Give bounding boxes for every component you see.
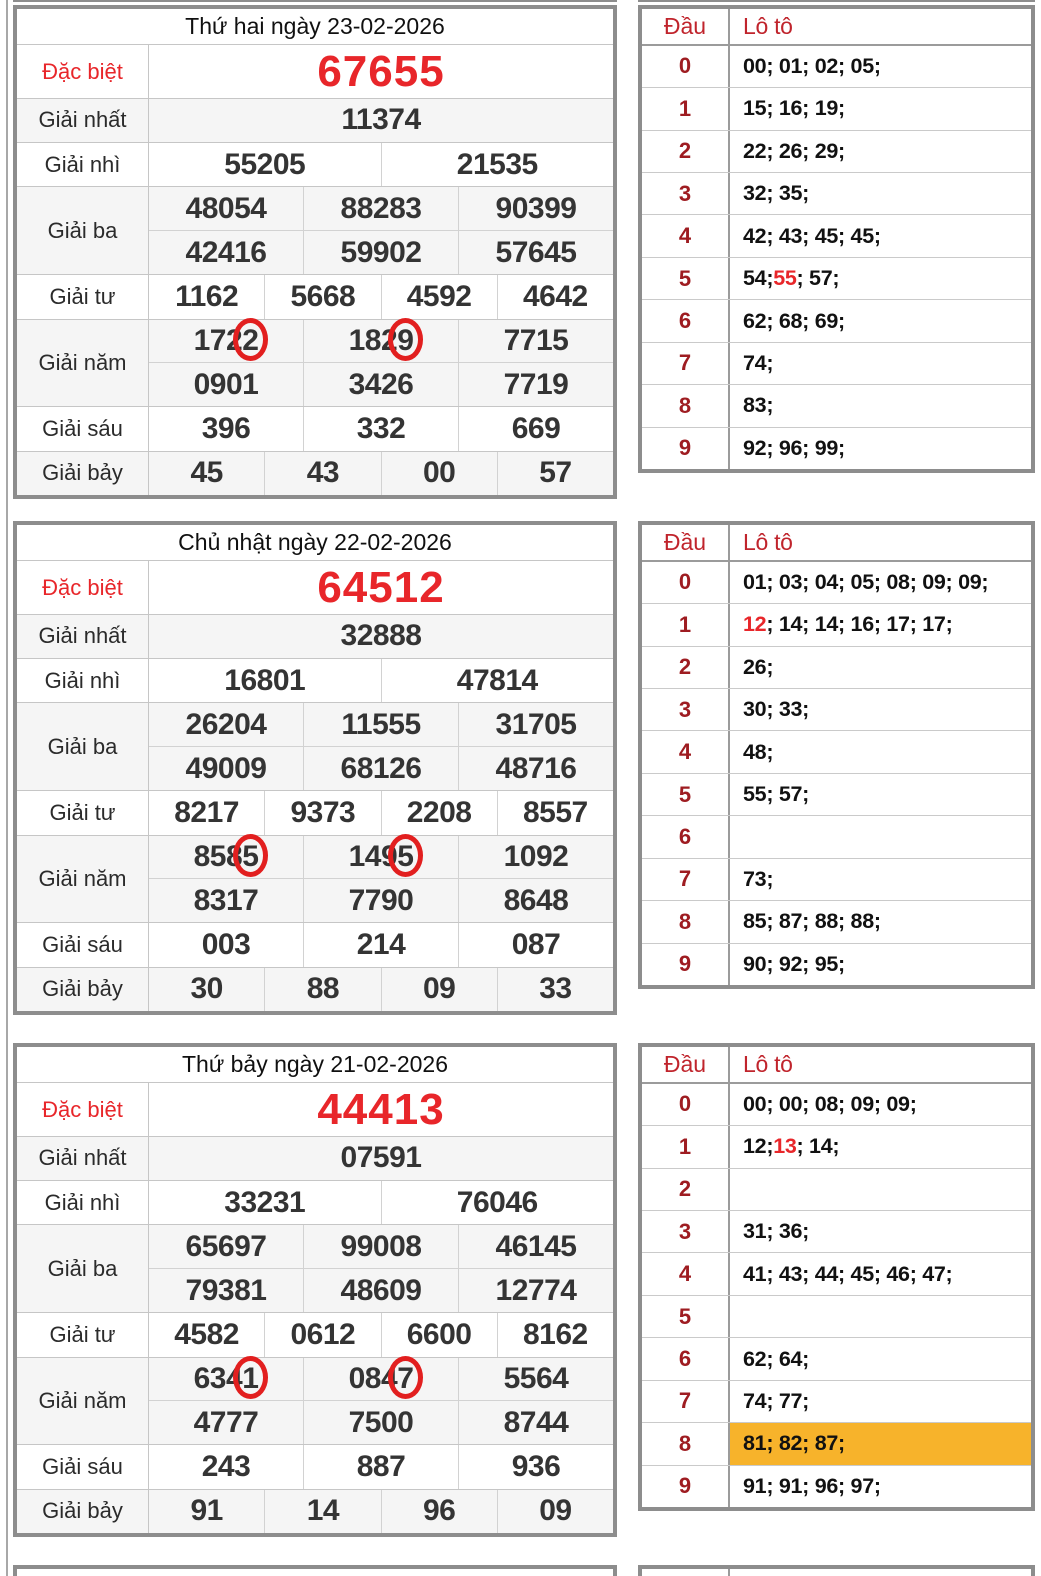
loto-header-row <box>642 525 1031 562</box>
loto-row <box>642 603 1031 645</box>
loto-values: 85; 87; 88; 88; <box>743 909 881 934</box>
prize-row-giai-tu <box>17 274 613 318</box>
loto-values: 91; 91; 96; 97; <box>743 1473 881 1498</box>
prize-value: 172 2 <box>193 323 259 357</box>
prize-label: Giải năm <box>17 836 149 923</box>
prize-value: 14 <box>264 1490 380 1533</box>
loto-row <box>642 562 1031 603</box>
prize-value: 09 <box>497 1490 613 1533</box>
loto-table-2 <box>638 521 1035 989</box>
prize-value: 00 <box>381 452 497 495</box>
loto-digit: 6 <box>642 300 730 341</box>
loto-digit: 7 <box>642 1381 730 1422</box>
prize-row-giai-nam <box>17 1357 613 1445</box>
prize-value: 5564 <box>458 1358 613 1401</box>
loto-values: 30; 33; <box>743 697 810 722</box>
prize-value: 669 <box>458 407 613 450</box>
loto-header: Lô tô <box>743 1050 793 1077</box>
date-title-text: Chủ nhật ngày 22-02-2026 <box>178 529 452 556</box>
loto-values: 26; <box>743 654 774 679</box>
prize-row-giai-sau <box>17 1444 613 1488</box>
prize-value: 91 <box>190 1494 223 1528</box>
prize-value: 4592 <box>381 275 497 318</box>
loto-digit: 0 <box>642 1084 730 1125</box>
prize-value: 57 <box>497 452 613 495</box>
prize-row-giai-bay <box>17 451 613 495</box>
results-table-2 <box>13 521 617 1015</box>
prize-value: 4777 <box>193 1405 259 1439</box>
prize-value: 12774 <box>458 1269 613 1312</box>
circled-digit: 1 <box>242 1361 259 1395</box>
date-title <box>17 1047 613 1082</box>
loto-row <box>642 1465 1031 1507</box>
prize-value: 634 1 <box>193 1361 259 1395</box>
loto-row <box>642 1125 1031 1167</box>
page-edge-line <box>6 0 8 1576</box>
prize-row-dac-biet <box>17 1082 613 1135</box>
prize-row-giai-ba <box>17 186 613 274</box>
loto-row <box>642 172 1031 214</box>
loto-values: 62; 64; <box>743 1346 810 1371</box>
prize-label: Giải nhất <box>17 615 149 658</box>
prize-value: 07591 <box>340 1141 422 1175</box>
special-prize-value: 67655 <box>317 46 445 96</box>
loto-digit: 4 <box>642 731 730 772</box>
loto-values <box>730 1169 1031 1210</box>
prize-label: Giải ba <box>17 1225 149 1312</box>
loto-digit: 9 <box>642 1466 730 1507</box>
prize-value: 31705 <box>458 703 613 746</box>
loto-row <box>642 1422 1031 1464</box>
loto-row <box>642 1168 1031 1210</box>
prize-row-giai-ba <box>17 702 613 790</box>
prize-value: 8317 <box>193 883 259 917</box>
loto-header-row <box>642 1047 1031 1084</box>
loto-digit: 2 <box>642 647 730 688</box>
prize-value: 49009 <box>185 751 267 785</box>
loto-row <box>642 858 1031 900</box>
prize-value: 65697 <box>185 1229 267 1263</box>
date-title <box>17 525 613 560</box>
loto-header: Lô tô <box>743 528 793 555</box>
prize-value: 7790 <box>303 879 458 922</box>
prize-value: 45 <box>190 456 223 490</box>
prize-value: 2208 <box>381 791 497 834</box>
prize-value: 084 7 <box>303 1358 458 1401</box>
loto-row <box>642 730 1031 772</box>
prize-row-dac-biet <box>17 560 613 613</box>
prize-value: 57645 <box>458 231 613 274</box>
loto-digit: 4 <box>642 1253 730 1294</box>
loto-values <box>730 816 1031 857</box>
loto-header: Lô tô <box>743 12 793 39</box>
prize-value: 09 <box>381 968 497 1011</box>
loto-row <box>642 815 1031 857</box>
loto-digit: 7 <box>642 859 730 900</box>
prize-value: 8557 <box>497 791 613 834</box>
prize-value: 6600 <box>381 1313 497 1356</box>
dau-header: Đầu <box>642 525 730 560</box>
loto-values: 62; 68; 69; <box>743 308 845 333</box>
loto-table-3 <box>638 1043 1035 1511</box>
prize-value: 7719 <box>458 363 613 406</box>
prize-label: Giải ba <box>17 187 149 274</box>
prize-label: Giải sáu <box>17 923 149 966</box>
circled-digit: 9 <box>397 323 414 357</box>
prize-value: 59902 <box>303 231 458 274</box>
loto-row <box>642 1252 1031 1294</box>
prize-row-giai-nhi <box>17 1180 613 1224</box>
prize-value: 48054 <box>185 191 267 225</box>
prize-value: 33 <box>497 968 613 1011</box>
loto-digit: 1 <box>642 88 730 129</box>
hot-number: 13 <box>773 1134 797 1159</box>
loto-digit: 0 <box>642 562 730 603</box>
loto-row <box>642 384 1031 426</box>
loto-row <box>642 773 1031 815</box>
loto-row <box>642 130 1031 172</box>
prize-value: 214 <box>303 923 458 966</box>
prize-label: Đặc biệt <box>17 1083 149 1135</box>
loto-row <box>642 943 1031 985</box>
table-edge-sliver <box>13 0 617 2</box>
prize-row-giai-nhat <box>17 614 613 658</box>
prize-value: 11555 <box>303 703 458 746</box>
circled-digit: 7 <box>397 1361 414 1395</box>
loto-row <box>642 427 1031 469</box>
prize-value: 936 <box>458 1445 613 1488</box>
prize-value: 8648 <box>458 879 613 922</box>
loto-row <box>642 214 1031 256</box>
prize-label: Đặc biệt <box>17 561 149 613</box>
results-table-3 <box>13 1043 617 1537</box>
loto-row <box>642 688 1031 730</box>
prize-row-giai-tu <box>17 1312 613 1356</box>
prize-label: Đặc biệt <box>17 45 149 97</box>
loto-digit: 5 <box>642 1296 730 1337</box>
loto-values: 73; <box>743 866 774 891</box>
loto-row <box>642 46 1031 87</box>
hot-number: 12 <box>743 612 767 637</box>
prize-label: Giải nhì <box>17 1181 149 1224</box>
prize-value: 55205 <box>224 147 306 181</box>
prize-label: Giải tư <box>17 791 149 834</box>
prize-value: 332 <box>303 407 458 450</box>
prize-value: 7500 <box>303 1401 458 1444</box>
loto-row <box>642 1337 1031 1379</box>
loto-values: 00; 00; 08; 09; 09; <box>743 1091 917 1116</box>
loto-values: 00; 01; 02; 05; <box>743 53 881 78</box>
loto-digit: 6 <box>642 1338 730 1379</box>
date-title-text: Thứ hai ngày 23-02-2026 <box>185 13 445 40</box>
prize-value: 396 <box>201 411 251 445</box>
loto-digit: 3 <box>642 173 730 214</box>
hot-number: 55 <box>773 266 797 291</box>
loto-row <box>642 1210 1031 1252</box>
prize-row-giai-sau <box>17 406 613 450</box>
loto-digit: 2 <box>642 131 730 172</box>
prize-value: 8217 <box>174 795 239 829</box>
prize-value: 16801 <box>224 663 306 697</box>
circled-digit: 2 <box>242 323 259 357</box>
prize-value: 9373 <box>264 791 380 834</box>
loto-digit: 9 <box>642 428 730 469</box>
loto-digit: 5 <box>642 258 730 299</box>
loto-digit: 5 <box>642 774 730 815</box>
loto-digit: 3 <box>642 1211 730 1252</box>
loto-row <box>642 299 1031 341</box>
loto-values: 12; 13 ; 14; <box>743 1134 840 1159</box>
loto-values: 01; 03; 04; 05; 08; 09; 09; <box>743 569 989 594</box>
loto-row <box>642 87 1031 129</box>
loto-values: 48; <box>743 739 774 764</box>
prize-row-giai-ba <box>17 1224 613 1312</box>
prize-label: Giải ba <box>17 703 149 790</box>
prize-row-giai-nhi <box>17 142 613 186</box>
prize-value: 182 9 <box>303 320 458 363</box>
loto-row <box>642 646 1031 688</box>
prize-value: 1092 <box>458 836 613 879</box>
prize-value: 99008 <box>303 1225 458 1268</box>
loto-row <box>642 342 1031 384</box>
prize-label: Giải nhất <box>17 1137 149 1180</box>
prize-value: 7715 <box>458 320 613 363</box>
prize-value: 21535 <box>381 143 614 186</box>
prize-label: Giải năm <box>17 320 149 407</box>
loto-values-highlighted: 81; 82; 87; <box>730 1423 1031 1464</box>
prize-value: 4582 <box>174 1317 239 1351</box>
loto-row <box>642 1084 1031 1125</box>
prize-value: 11374 <box>341 103 421 137</box>
prize-row-giai-nhat <box>17 98 613 142</box>
prize-value: 47814 <box>381 659 614 702</box>
loto-header-row <box>642 9 1031 46</box>
prize-label: Giải sáu <box>17 1445 149 1488</box>
loto-table-1 <box>638 5 1035 473</box>
loto-table-4-partial <box>638 1565 1035 1576</box>
prize-value: 003 <box>201 927 251 961</box>
prize-value: 48609 <box>303 1269 458 1312</box>
prize-row-giai-sau <box>17 922 613 966</box>
loto-digit: 1 <box>642 604 730 645</box>
prize-label: Giải nhì <box>17 659 149 702</box>
loto-values: 54; 55 ; 57; <box>743 266 840 291</box>
prize-value: 858 5 <box>193 839 259 873</box>
dau-header: Đầu <box>642 1047 730 1082</box>
prize-label: Giải năm <box>17 1358 149 1445</box>
prize-value: 5668 <box>264 275 380 318</box>
prize-label: Giải tư <box>17 1313 149 1356</box>
prize-value: 90399 <box>458 187 613 230</box>
prize-value: 8162 <box>497 1313 613 1356</box>
loto-digit: 8 <box>642 901 730 942</box>
prize-row-giai-bay <box>17 1489 613 1533</box>
prize-row-giai-nhi <box>17 658 613 702</box>
special-prize-value: 64512 <box>317 562 445 612</box>
loto-values: 12 ; 14; 14; 16; 17; 17; <box>743 612 953 637</box>
special-prize-value: 44413 <box>317 1084 445 1134</box>
loto-values: 55; 57; <box>743 782 810 807</box>
results-table-1 <box>13 5 617 499</box>
loto-values: 90; 92; 95; <box>743 951 845 976</box>
prize-value: 0901 <box>193 367 259 401</box>
prize-value: 4642 <box>497 275 613 318</box>
prize-value: 087 <box>458 923 613 966</box>
loto-values: 32; 35; <box>743 181 810 206</box>
prize-row-giai-tu <box>17 790 613 834</box>
loto-digit: 2 <box>642 1169 730 1210</box>
loto-values: 83; <box>743 393 774 418</box>
loto-values: 74; 77; <box>743 1388 810 1413</box>
prize-value: 243 <box>201 1449 251 1483</box>
prize-value: 46145 <box>458 1225 613 1268</box>
prize-label: Giải bảy <box>17 968 149 1011</box>
loto-digit: 6 <box>642 816 730 857</box>
prize-value: 76046 <box>381 1181 614 1224</box>
prize-value: 8744 <box>458 1401 613 1444</box>
circled-digit: 5 <box>397 839 414 873</box>
loto-values: 15; 16; 19; <box>743 96 845 121</box>
loto-digit: 8 <box>642 1423 730 1464</box>
prize-value: 42416 <box>185 235 267 269</box>
loto-digit: 7 <box>642 343 730 384</box>
prize-value: 32888 <box>340 619 422 653</box>
prize-label: Giải tư <box>17 275 149 318</box>
prize-value: 88 <box>264 968 380 1011</box>
prize-value: 33231 <box>224 1185 306 1219</box>
loto-digit: 8 <box>642 385 730 426</box>
loto-digit: 1 <box>642 1126 730 1167</box>
prize-value: 0612 <box>264 1313 380 1356</box>
loto-values: 31; 36; <box>743 1219 810 1244</box>
loto-values <box>730 1296 1031 1337</box>
loto-row <box>642 257 1031 299</box>
loto-row <box>642 1380 1031 1422</box>
prize-row-giai-nhat <box>17 1136 613 1180</box>
prize-row-giai-nam <box>17 319 613 407</box>
loto-digit: 4 <box>642 215 730 256</box>
date-title-text: Thứ bảy ngày 21-02-2026 <box>181 1051 449 1078</box>
prize-value: 48716 <box>458 747 613 790</box>
prize-value: 68126 <box>303 747 458 790</box>
prize-value: 149 5 <box>303 836 458 879</box>
results-table-4-partial <box>13 1565 617 1576</box>
prize-value: 43 <box>264 452 380 495</box>
prize-value: 1162 <box>175 279 239 313</box>
date-title <box>17 9 613 44</box>
prize-value: 26204 <box>185 707 267 741</box>
prize-label: Giải nhì <box>17 143 149 186</box>
loto-row <box>642 900 1031 942</box>
dau-header: Đầu <box>642 9 730 44</box>
prize-value: 79381 <box>185 1273 267 1307</box>
prize-row-giai-nam <box>17 835 613 923</box>
prize-value: 3426 <box>303 363 458 406</box>
prize-label: Giải bảy <box>17 1490 149 1533</box>
prize-value: 30 <box>190 972 223 1006</box>
prize-row-dac-biet <box>17 44 613 97</box>
prize-label: Giải bảy <box>17 452 149 495</box>
loto-values: 41; 43; 44; 45; 46; 47; <box>743 1261 953 1286</box>
prize-value: 96 <box>381 1490 497 1533</box>
prize-label: Giải nhất <box>17 99 149 142</box>
loto-digit: 3 <box>642 689 730 730</box>
circled-digit: 5 <box>242 839 259 873</box>
table-edge-sliver <box>638 0 1035 2</box>
prize-value: 887 <box>303 1445 458 1488</box>
prize-value: 88283 <box>303 187 458 230</box>
loto-digit: 0 <box>642 46 730 87</box>
loto-values: 42; 43; 45; 45; <box>743 223 881 248</box>
loto-values: 92; 96; 99; <box>743 435 845 460</box>
dau-column-stub <box>642 1569 730 1576</box>
loto-values: 74; <box>743 350 774 375</box>
loto-values: 22; 26; 29; <box>743 138 845 163</box>
prize-row-giai-bay <box>17 967 613 1011</box>
loto-digit: 9 <box>642 944 730 985</box>
loto-row <box>642 1295 1031 1337</box>
prize-label: Giải sáu <box>17 407 149 450</box>
